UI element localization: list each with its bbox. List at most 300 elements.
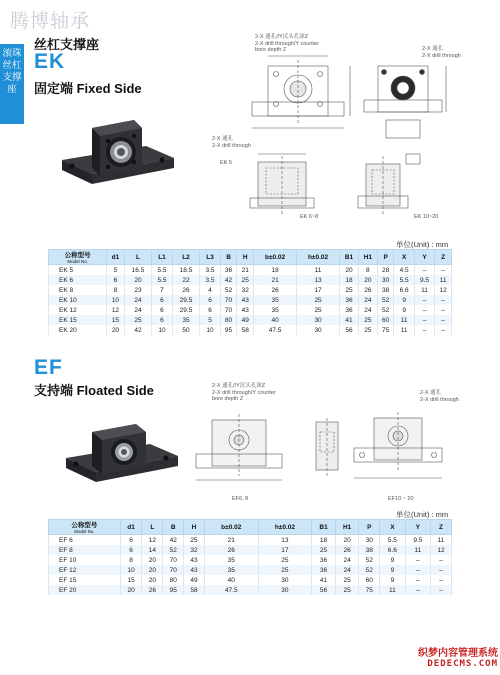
ek-header-text: B <box>226 253 231 261</box>
ek-table-cell: 29.5 <box>172 305 200 315</box>
ef-table-cell: – <box>405 555 430 565</box>
ek-header-cell <box>107 250 124 265</box>
ek-header-text: L <box>135 253 140 261</box>
ek-header-subtext: Model No. <box>67 259 88 264</box>
ek-table-cell: 35 <box>172 315 200 325</box>
ef-table-cell: EF 10 <box>49 555 121 565</box>
ek-header-cell <box>435 250 452 265</box>
ef-fig-label-10-20: EF10 ~ 20 <box>388 496 414 502</box>
ek-table-cell: – <box>414 315 434 325</box>
ek-front-drawing <box>250 44 360 144</box>
ef-table-cell: 32 <box>184 545 205 555</box>
ef-table-cell: 5.5 <box>380 535 405 546</box>
ek-header-cell <box>124 250 152 265</box>
footer-brand <box>418 644 498 669</box>
ek-table-cell: – <box>435 295 452 305</box>
ef-callout-top-line1: 2-X 通孔//Y沉头孔深Z <box>212 383 266 389</box>
ef-table-cell: 70 <box>163 565 184 575</box>
ef-header-text: B <box>170 523 176 531</box>
ek-table-cell: 21 <box>237 265 254 276</box>
ef-table-cell: 75 <box>359 585 380 595</box>
ef-header-cell <box>204 520 258 535</box>
ef-header-text: H1 <box>342 523 352 531</box>
ek-code: EK <box>34 50 66 73</box>
ef-header-cell <box>120 520 142 535</box>
ek-table-row <box>49 285 452 295</box>
ef-header-cell <box>359 520 380 535</box>
ek-table-cell: – <box>414 325 434 335</box>
ef-table-cell: 30 <box>258 575 312 585</box>
ef-table-cell: 13 <box>258 535 312 546</box>
ek-table-cell: 11 <box>394 315 414 325</box>
ek-table-cell: 95 <box>220 325 237 335</box>
ef-callout-tr-line2: 2-X drill through <box>420 396 459 403</box>
ef-table-cell: 18 <box>312 535 336 546</box>
ek-table-cell: EK 12 <box>49 305 107 315</box>
ek-table-cell: 18 <box>254 265 297 276</box>
ef-table-row <box>49 545 452 555</box>
ek-table-cell: – <box>435 325 452 335</box>
ef-table-cell: 35 <box>204 555 258 565</box>
ek-table-cell: 29.5 <box>172 295 200 305</box>
ek-table-cell: 26 <box>254 285 297 295</box>
ek-table-cell: 52 <box>220 285 237 295</box>
ek-fig-label-10-20: EK 10~20 <box>414 214 439 220</box>
ek-header-text: X <box>401 253 407 261</box>
ef-table-cell: 60 <box>359 575 380 585</box>
ef-table-cell: 30 <box>258 585 312 595</box>
ek-table-cell: 6 <box>200 295 220 305</box>
ef-header-cell <box>49 520 121 535</box>
ef-table-cell: – <box>405 575 430 585</box>
ef-table-cell: EF 8 <box>49 545 121 555</box>
ek-table-cell: 4.5 <box>394 265 414 276</box>
ek-header-cell <box>414 250 434 265</box>
ef-table-cell: 41 <box>312 575 336 585</box>
ef-header-cell <box>312 520 336 535</box>
ef-header-cell <box>163 520 184 535</box>
ek-table-row <box>49 305 452 315</box>
ek-table-cell: 15 <box>107 315 124 325</box>
ek-table-cell: 7 <box>152 285 172 295</box>
ef-table-cell: 26 <box>142 585 163 595</box>
ek-table-cell: EK 8 <box>49 285 107 295</box>
ef-callout-top-right <box>420 390 498 403</box>
ek-table-cell: 25 <box>297 305 340 315</box>
ek-table-cell: 36 <box>220 265 237 276</box>
ef-table-cell: 9.5 <box>405 535 430 546</box>
ef-header-text: P <box>367 523 372 531</box>
ef-header-cell <box>380 520 405 535</box>
ek-table-row <box>49 315 452 325</box>
ek-table-cell: 6 <box>107 275 124 285</box>
ek-table-cell: 24 <box>358 305 377 315</box>
ek-spec-table <box>48 249 452 335</box>
ek-table-cell: 25 <box>358 325 377 335</box>
ef-table-cell: 20 <box>120 585 142 595</box>
ek-callout-side-line2: 2-X drill through <box>212 142 251 149</box>
ef-header-text: L <box>150 523 155 531</box>
ek-table-cell: 20 <box>107 325 124 335</box>
ek-table-cell: 23 <box>124 285 152 295</box>
ek-table-cell: 24 <box>124 305 152 315</box>
ek-table-row <box>49 325 452 335</box>
watermark-text: 腾博轴承 <box>10 10 91 32</box>
ef-table-cell: 30 <box>359 535 380 546</box>
ek-table-cell: 36 <box>340 295 359 305</box>
ek-table-cell: – <box>435 265 452 276</box>
ek-callout-top-line2: 2-X drill through/Y counter <box>255 40 319 47</box>
ef-table-cell: – <box>431 575 452 585</box>
ef-table-cell: – <box>431 585 452 595</box>
ef-header-cell <box>405 520 430 535</box>
ek-header-cell <box>172 250 200 265</box>
ek-table-cell: 18 <box>340 275 359 285</box>
ek-table-cell: 42 <box>124 325 152 335</box>
ek-header-text: L2 <box>182 253 190 261</box>
ek-table-cell: 50 <box>172 325 200 335</box>
ek-callout-tr-line2: 2-X drill through <box>422 52 461 59</box>
ek-table-cell: 20 <box>340 265 359 276</box>
ef-table-cell: 80 <box>163 575 184 585</box>
ek-header-text: P <box>383 253 388 261</box>
ek-table-cell: 26 <box>358 285 377 295</box>
ek-header-text: d1 <box>111 253 120 261</box>
ek-header-text: Z <box>441 253 446 261</box>
ek-callout-top <box>255 34 345 54</box>
ef-table-cell: 11 <box>405 545 430 555</box>
ef-header-cell <box>431 520 452 535</box>
ef-table-cell: 9 <box>380 575 405 585</box>
ek-table-cell: 30 <box>297 315 340 325</box>
ek-table-cell: EK 20 <box>49 325 107 335</box>
ef-header-text: Z <box>439 523 444 531</box>
ef-table-cell: 11 <box>380 585 405 595</box>
ef-fig-label-6-8: EF6, 8 <box>232 496 249 502</box>
ek-table-cell: 70 <box>220 295 237 305</box>
ef-table-cell: 26 <box>335 545 359 555</box>
ef-subtitle: 支持端 Floated Side <box>34 383 154 398</box>
ef-table-cell: EF 12 <box>49 565 121 575</box>
ek-table-cell: 11 <box>414 285 434 295</box>
ek-subtitle: 固定端 Fixed Side <box>34 81 142 96</box>
ef-callout-tr-line1: 2-X 通孔 <box>420 390 442 396</box>
ef-header-text: 公称型号 <box>71 522 98 529</box>
ek-header-text: L1 <box>158 253 166 261</box>
ek-table-cell: 30 <box>377 275 394 285</box>
ef-table-cell: 35 <box>204 565 258 575</box>
ek-table-cell: 32 <box>237 285 254 295</box>
ef-code: EF <box>34 356 63 379</box>
ek-header-cell <box>200 250 220 265</box>
ek-table-cell: 12 <box>435 285 452 295</box>
ek-callout-side <box>212 136 272 149</box>
ek-table-cell: 25 <box>237 275 254 285</box>
ef-table-cell: 49 <box>184 575 205 585</box>
ek-table-cell: 9 <box>394 295 414 305</box>
ef-table-cell: 24 <box>335 555 359 565</box>
ef-unit-note: 单位(Unit) : mm <box>396 510 449 519</box>
ek-header-text: h±0.02 <box>307 253 329 261</box>
ef-table-cell: 20 <box>335 535 359 546</box>
ek-fig-label-ek5: EK 5 <box>220 160 232 166</box>
ef-callout-top <box>212 383 312 403</box>
ek-table-cell: 28 <box>377 265 394 276</box>
ef-table-cell: 43 <box>184 565 205 575</box>
ek-table-cell: 42 <box>220 275 237 285</box>
ek-header-text: b±0.02 <box>264 253 286 261</box>
ek-table-cell: 9.5 <box>414 275 434 285</box>
ef-header-cell <box>142 520 163 535</box>
ek-table-cell: – <box>435 315 452 325</box>
ef-table-cell: 47.5 <box>204 585 258 595</box>
ek-table-cell: 35 <box>254 305 297 315</box>
ef-table-row <box>49 535 452 546</box>
ef-header-text: b±0.02 <box>221 523 242 531</box>
ek-table-cell: 6 <box>200 305 220 315</box>
ef-table-row <box>49 585 452 595</box>
ef-table-cell: 14 <box>142 545 163 555</box>
footer-brand-cn: 织梦内容管理系统 <box>418 648 498 659</box>
ef-table-cell: 36 <box>312 555 336 565</box>
ef-table-cell: 20 <box>142 575 163 585</box>
ef-table-cell: 9 <box>380 555 405 565</box>
ek-table-cell: – <box>414 295 434 305</box>
ek-table-cell: 25 <box>297 295 340 305</box>
ek-table-cell: 5 <box>200 315 220 325</box>
ek-header-text: Y <box>422 253 427 261</box>
ek-table-cell: 5.5 <box>394 275 414 285</box>
ef-table-cell: – <box>405 585 430 595</box>
ek-table-cell: 24 <box>358 295 377 305</box>
ek-header-text: H <box>242 253 248 261</box>
ek-table-row <box>49 295 452 305</box>
ef-table-row <box>49 555 452 565</box>
ek-header-text: B1 <box>344 253 354 261</box>
ef-table-cell: EF 6 <box>49 535 121 546</box>
ef-table-cell: 36 <box>312 565 336 575</box>
ef-callout-top-line2: 2-X drill through/Y counter <box>212 389 276 396</box>
ef-side-drawing <box>308 418 348 478</box>
ek-table-cell: EK 5 <box>49 265 107 276</box>
ek-table-cell: 52 <box>377 305 394 315</box>
ek-table-cell: 6 <box>152 305 172 315</box>
ef-table-cell: 25 <box>335 575 359 585</box>
ek-table-cell: 38 <box>377 285 394 295</box>
ef-header-text: B1 <box>319 523 328 531</box>
ek-table-cell: 56 <box>340 325 359 335</box>
ek-header-cell <box>237 250 254 265</box>
ef-table-row <box>49 575 452 585</box>
ek-table-cell: 21 <box>254 275 297 285</box>
ek-table-cell: 11 <box>394 325 414 335</box>
ek-table-row <box>49 265 452 276</box>
ek-table-cell: – <box>435 305 452 315</box>
ek-table-cell: – <box>414 265 434 276</box>
ek-table-cell: 75 <box>377 325 394 335</box>
ef-header-cell <box>184 520 205 535</box>
ef-table-cell: EF 15 <box>49 575 121 585</box>
ef-table-cell: 8 <box>120 555 142 565</box>
ef-table-cell: 70 <box>163 555 184 565</box>
ek-table-cell: 3.5 <box>200 265 220 276</box>
ef-header-cell <box>258 520 312 535</box>
ek-header-cell <box>297 250 340 265</box>
ef-table-cell: 17 <box>258 545 312 555</box>
ek-top-right-drawing <box>362 58 454 150</box>
ek-table-cell: 60 <box>377 315 394 325</box>
ek-header-cell <box>49 250 107 265</box>
ek-table-cell: 8 <box>358 265 377 276</box>
ek-table-cell: 4 <box>200 285 220 295</box>
ek-table-cell: EK 6 <box>49 275 107 285</box>
section-side-tab: 滚珠丝杠支撑座 <box>0 44 24 124</box>
ek-table-cell: 8 <box>107 285 124 295</box>
ef-header-text: H <box>191 523 197 531</box>
ek-table-cell: 20 <box>124 275 152 285</box>
ek-table-cell: – <box>414 305 434 315</box>
ef-header-text: d1 <box>127 523 135 531</box>
ek-callout-tr-line1: 2-X 通孔 <box>422 46 444 52</box>
ek-table-cell: 18.5 <box>172 265 200 276</box>
ek-header-text: H1 <box>363 253 373 261</box>
ek-table-cell: 41 <box>340 315 359 325</box>
ek-table-cell: 58 <box>237 325 254 335</box>
ef-table-cell: 95 <box>163 585 184 595</box>
ef-table-cell: 56 <box>312 585 336 595</box>
ef-table-cell: – <box>431 565 452 575</box>
ek-table-cell: 20 <box>358 275 377 285</box>
ek-table-cell: 11 <box>297 265 340 276</box>
ek-table-cell: 25 <box>358 315 377 325</box>
footer-brand-url: DEDECMS.COM <box>427 659 498 669</box>
ek-table-cell: 11 <box>435 275 452 285</box>
ek-table-cell: 52 <box>377 295 394 305</box>
ek-table-cell: 22 <box>172 275 200 285</box>
ef-table-cell: 6.6 <box>380 545 405 555</box>
ef-table-cell: 43 <box>184 555 205 565</box>
ef-table-cell: 26 <box>204 545 258 555</box>
ef-front-drawing-10-20 <box>350 408 450 492</box>
ef-table-cell: 25 <box>258 565 312 575</box>
ek-table-cell: 30 <box>297 325 340 335</box>
ef-table-cell: 10 <box>120 565 142 575</box>
ek-table-cell: 6.6 <box>394 285 414 295</box>
ek-header-cell <box>377 250 394 265</box>
ek-unit-note: 单位(Unit) : mm <box>396 240 449 249</box>
ek-header-text: 公称型号 <box>64 252 91 259</box>
ek-table-cell: 36 <box>340 305 359 315</box>
ef-table-cell: 58 <box>184 585 205 595</box>
ek-product-photo <box>58 108 178 193</box>
ek-table-cell: 5 <box>107 265 124 276</box>
ek-table-cell: EK 15 <box>49 315 107 325</box>
ek-table-cell: 5.5 <box>152 265 172 276</box>
ek-table-cell: 43 <box>237 305 254 315</box>
ek-table-cell: 6 <box>152 295 172 305</box>
ef-table-cell: 52 <box>359 565 380 575</box>
ef-table-cell: 9 <box>380 565 405 575</box>
ef-table-cell: 15 <box>120 575 142 585</box>
ek-table-cell: 24 <box>124 295 152 305</box>
ek-header-cell <box>254 250 297 265</box>
ek-callout-top-line1: 2-X 通孔//Y沉头孔深Z <box>255 34 309 40</box>
ek-callout-top-line3: bore depth Z <box>255 47 287 53</box>
ef-table-cell: 6 <box>120 545 142 555</box>
ek-table-cell: 3.5 <box>200 275 220 285</box>
ef-table-cell: 42 <box>163 535 184 546</box>
ef-table-cell: 21 <box>204 535 258 546</box>
ef-table-cell: 25 <box>312 545 336 555</box>
ef-header-cell <box>335 520 359 535</box>
ef-table-cell: 12 <box>431 545 452 555</box>
ek-table-cell: 5.5 <box>152 275 172 285</box>
ef-header-text: Y <box>415 523 420 531</box>
ef-table-cell: 24 <box>335 565 359 575</box>
ek-table-cell: 6 <box>152 315 172 325</box>
ef-header-text: X <box>390 523 395 531</box>
ef-front-drawing-6-8 <box>192 410 292 490</box>
ef-product-photo <box>62 408 182 490</box>
ek-table-cell: 25 <box>340 285 359 295</box>
ek-table-cell: 10 <box>152 325 172 335</box>
ek-table-cell: 13 <box>297 275 340 285</box>
ef-table-cell: 25 <box>335 585 359 595</box>
ef-table-cell: 12 <box>142 535 163 546</box>
ef-table-cell: 25 <box>258 555 312 565</box>
ek-table-cell: 80 <box>220 315 237 325</box>
ef-table-cell: – <box>405 565 430 575</box>
ef-callout-top-line3: bore depth Z <box>212 396 244 402</box>
ek-table-cell: 49 <box>237 315 254 325</box>
ek-table-cell: 47.5 <box>254 325 297 335</box>
ek-table-cell: 26 <box>172 285 200 295</box>
ef-table-cell: 25 <box>184 535 205 546</box>
ek-header-cell <box>358 250 377 265</box>
ek-table-cell: 40 <box>254 315 297 325</box>
ef-header-subtext: Model No. <box>74 529 95 534</box>
ef-header-text: h±0.02 <box>274 523 296 531</box>
ek-header-cell <box>152 250 172 265</box>
ek-header-cell <box>340 250 359 265</box>
ek-table-cell: 12 <box>107 305 124 315</box>
ef-table-cell: 6 <box>120 535 142 546</box>
ek-table-cell: 70 <box>220 305 237 315</box>
ef-table-cell: 20 <box>142 565 163 575</box>
ek-callout-side-line1: 2-X 通孔 <box>212 136 234 142</box>
ek-table-cell: 16.5 <box>124 265 152 276</box>
ef-table-cell: 11 <box>431 535 452 546</box>
ef-spec-table <box>48 519 452 595</box>
ek-table-cell: 9 <box>394 305 414 315</box>
ek-table-cell: 35 <box>254 295 297 305</box>
ek-table-cell: 10 <box>107 295 124 305</box>
ef-table-cell: 40 <box>204 575 258 585</box>
ef-table-cell: 20 <box>142 555 163 565</box>
ek-table-row <box>49 275 452 285</box>
ek-table-cell: 25 <box>124 315 152 325</box>
ef-table-cell: 38 <box>359 545 380 555</box>
ek-table-cell: 43 <box>237 295 254 305</box>
ek-callout-top-right <box>422 46 492 59</box>
ef-table-cell: 52 <box>163 545 184 555</box>
ef-table-cell: EF 20 <box>49 585 121 595</box>
ek-header-cell <box>220 250 237 265</box>
ek-header-text: L3 <box>206 253 214 261</box>
ef-table-cell: – <box>431 555 452 565</box>
ef-table-cell: 52 <box>359 555 380 565</box>
ek-header-cell <box>394 250 414 265</box>
